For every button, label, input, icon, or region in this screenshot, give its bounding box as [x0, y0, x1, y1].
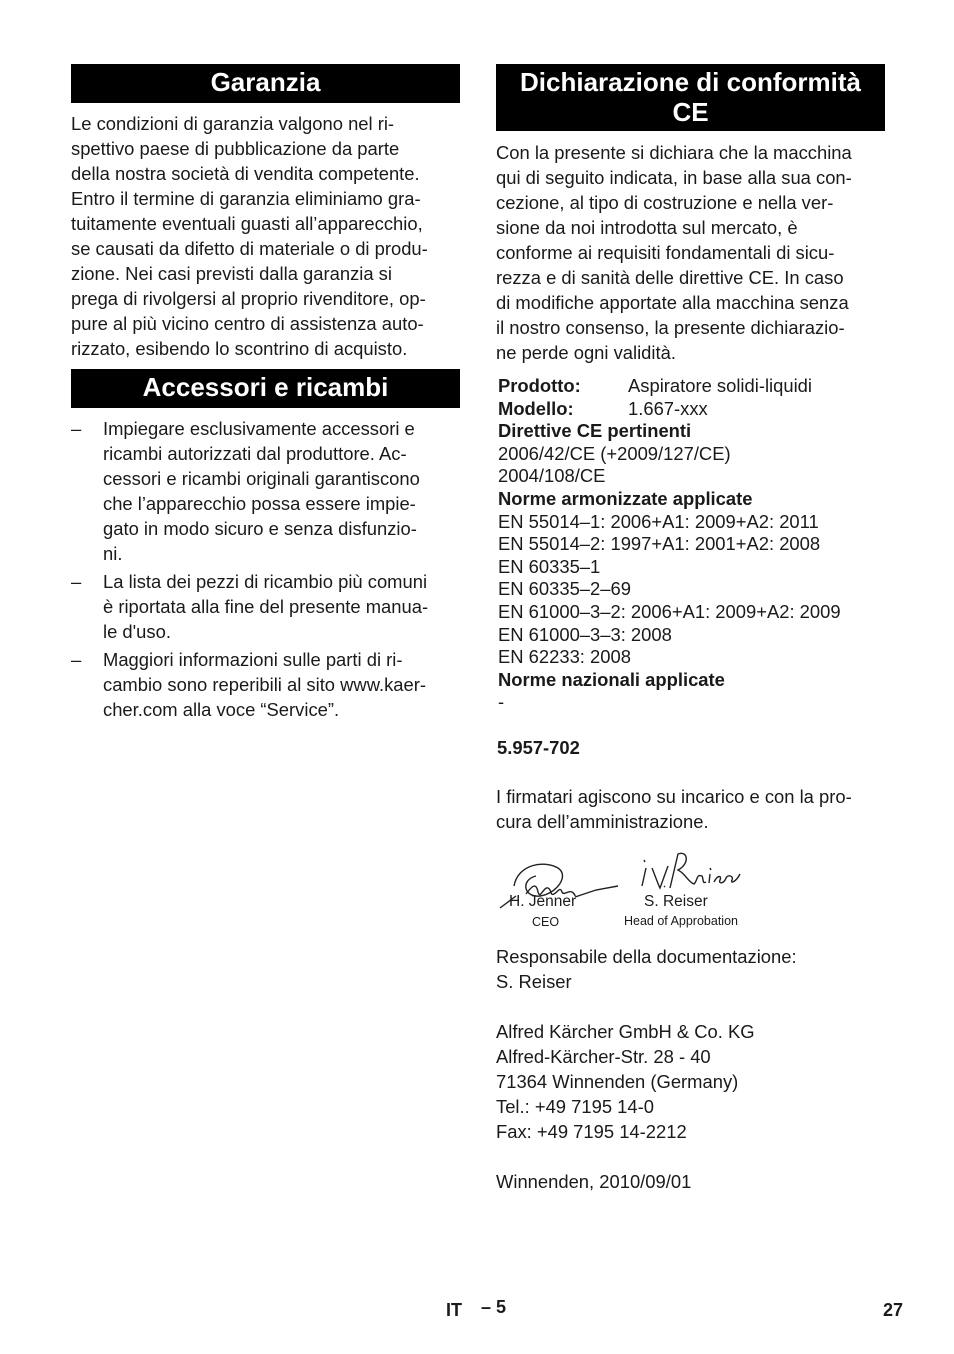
- firmatari-text: I firmatari agiscono su incarico e con la pro- cura dell’amministrazione.: [496, 785, 852, 832]
- document-number: 5.957-702: [497, 736, 580, 758]
- list-item: [71, 416, 460, 566]
- footer-page-number: 27: [883, 1300, 904, 1320]
- norma-item: EN 60335–2–69: [498, 578, 631, 600]
- signer1-name: H. Jenner: [509, 892, 577, 910]
- prodotto-value: Aspiratore solidi-liquidi: [628, 375, 812, 396]
- list-item: [71, 569, 460, 644]
- bullet-dash: –: [71, 649, 82, 670]
- modello-label: Modello:: [498, 397, 574, 419]
- responsabile-text: Responsabile della documentazione: S. Reiser: [496, 945, 797, 992]
- bullet-dash: –: [71, 571, 82, 592]
- list-item: [71, 647, 460, 722]
- footer-language: IT: [446, 1300, 462, 1320]
- company-address: Alfred Kärcher GmbH & Co. KG Alfred-Kärcher-Str. 28 - 40 71364 Winnenden (Germany) Tel.: +49 7195 14-0 Fax: +49 7195 14-2212: [496, 1020, 755, 1142]
- direttive-item: 2006/42/CE (+2009/127/CE): [498, 442, 731, 464]
- norma-item: EN 60335–1: [498, 555, 601, 577]
- signature-reiser: [642, 853, 740, 888]
- signer2-name: S. Reiser: [644, 892, 708, 910]
- norma-item: EN 62233: 2008: [498, 646, 631, 668]
- left-column: [71, 64, 460, 725]
- norme-nazionali-label: Norme nazionali applicate: [498, 668, 725, 690]
- prodotto-label: Prodotto:: [498, 375, 581, 396]
- signer2-role: Head of Approbation: [624, 913, 738, 928]
- direttive-label: Direttive CE pertinenti: [498, 420, 692, 442]
- bullet-text: Maggiori informazioni sulle parti di ri- cambio sono reperibili al sito www.kaer- cher.com alla voce “Service”.: [103, 649, 426, 720]
- accessori-heading: Accessori e ricambi: [71, 369, 460, 408]
- conformity-intro: Con la presente si dichiara che la macchina qui di seguito indicata, in base alla sua con- cezione, al tipo di costruzione e nella ver- sione da noi introdotta sul mercato, è conforme ai requisiti fondamentali di sicu- rezza e di sanità delle direttive CE. In caso di modifiche apportate alla macchina senza il nostro consenso, la presente dichiarazio- ne perde ogni validità.: [496, 142, 852, 363]
- bullet-text: La lista dei pezzi di ricambio più comuni è riportata alla fine del presente manua- le d'uso.: [103, 571, 429, 642]
- conformity-heading: Dichiarazione di conformità CE: [496, 64, 885, 131]
- right-column: [496, 64, 885, 1194]
- norme-armonizzate-label: Norme armonizzate applicate: [498, 487, 753, 509]
- bullet-text: Impiegare esclusivamente accessori e ricambi autorizzati dal produttore. Ac- cessori e ricambi originali garantiscono che l’apparecchio possa essere impie- gato in modo sicuro e senza disfunzio- ni.: [103, 418, 420, 564]
- accessori-list: [71, 416, 460, 722]
- norma-item: EN 61000–3–3: 2008: [498, 623, 672, 645]
- garanzia-text: Le condizioni di garanzia valgono nel ri- spettivo paese di pubblicazione da parte della nostra società di vendita competente. Entro il termine di garanzia eliminiamo gra- tuitamente eventuali guasti all’apparecchio, se causati da difetto di materiale o di produ- zione. Nei casi previsti dalla garanzia si prega di rivolgersi al proprio rivenditore, op- pure al più vicino centro di assistenza auto- rizzato, esibendo lo scontrino di acquisto.: [71, 113, 428, 359]
- footer-section-page: – 5: [481, 1297, 507, 1317]
- norma-item: EN 55014–2: 1997+A1: 2001+A2: 2008: [498, 533, 821, 555]
- bullet-dash: –: [71, 418, 82, 439]
- norma-item: EN 61000–3–2: 2006+A1: 2009+A2: 2009: [498, 600, 841, 622]
- modello-value: 1.667-xxx: [628, 397, 708, 419]
- modello-row: [498, 398, 885, 421]
- garanzia-heading: Garanzia: [71, 64, 460, 103]
- prodotto-row: [498, 375, 885, 398]
- place-date: Winnenden, 2010/09/01: [496, 1170, 692, 1192]
- direttive-item: 2004/108/CE: [498, 465, 606, 487]
- norma-item: EN 55014–1: 2006+A1: 2009+A2: 2011: [498, 510, 819, 532]
- product-details: [496, 375, 885, 714]
- signer1-role: CEO: [532, 914, 560, 929]
- signature-block: [496, 846, 885, 946]
- norme-nazionali-value: -: [498, 691, 505, 713]
